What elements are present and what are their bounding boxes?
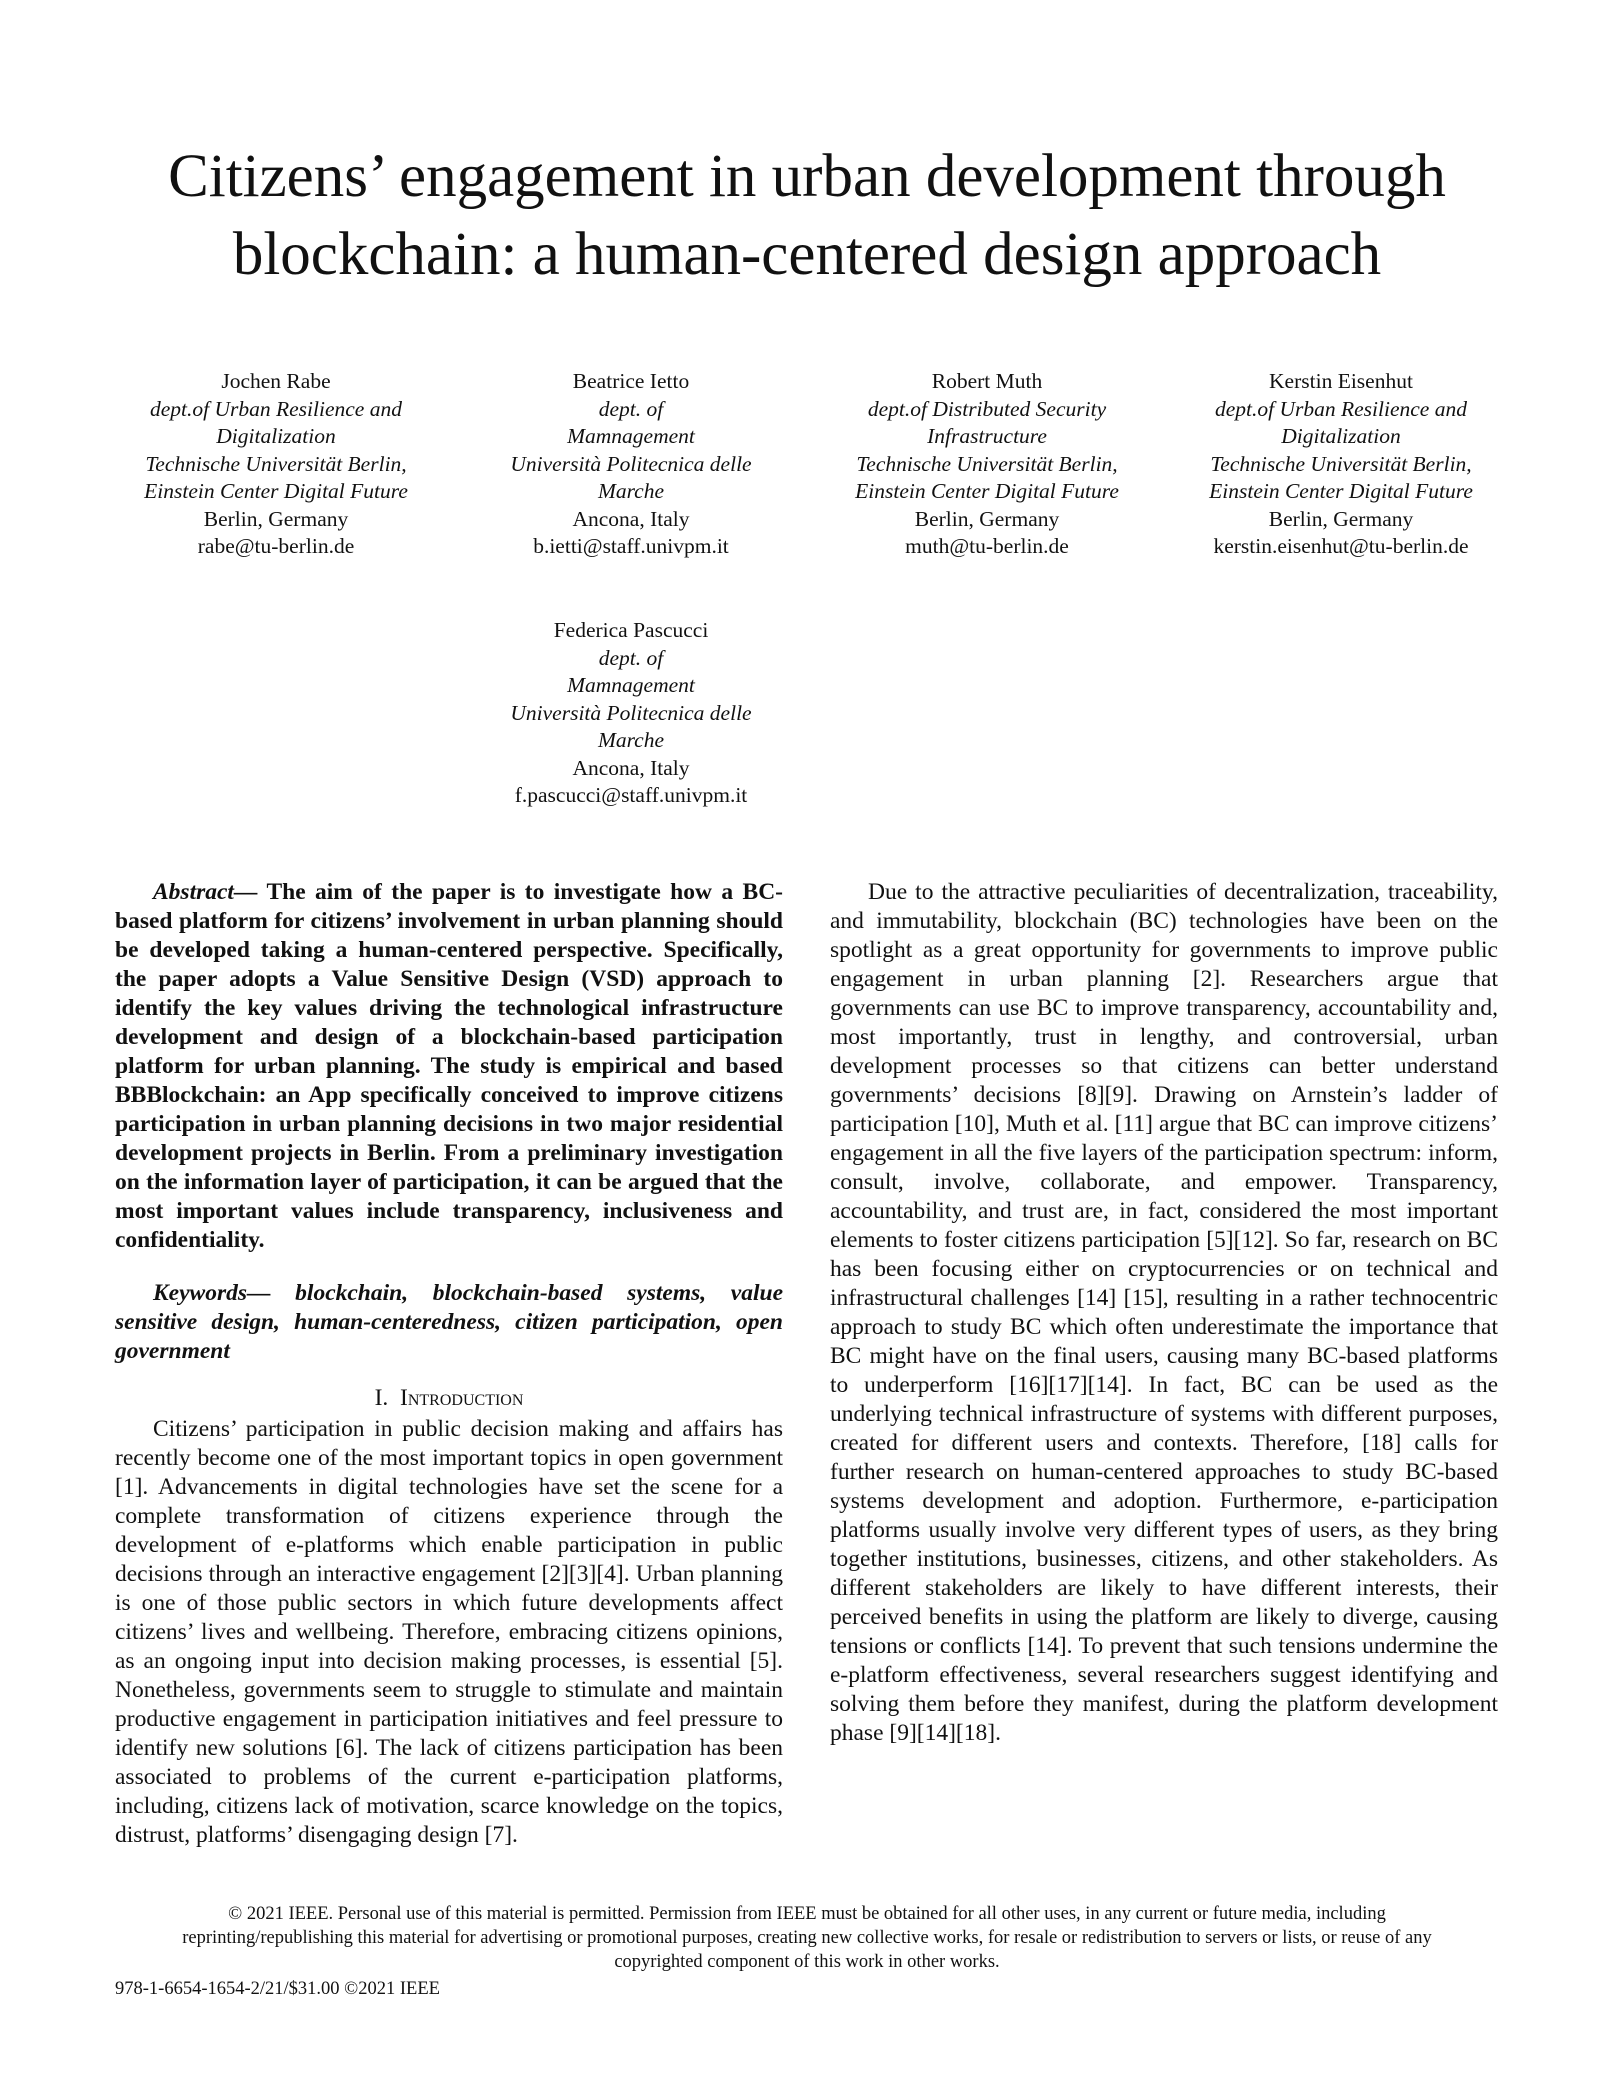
author-dept: dept.of Urban Resilience and	[150, 396, 402, 421]
abstract-text: The aim of the paper is to investigate how a BC-based platform for citizens’ involvement in urban planning should be developed taking a human-centered perspective. Specifically, the paper adopts a Value Sensitive Design (VSD) approach to identify the key values driving the technological infrastructure development and design of a blockchain-based participation platform for urban planning. The study is empirical and based BBBlockchain: an App specifically conceived to improve citizens participation in urban planning decisions in two major residential development projects in Berlin. From a preliminary investigation on the information layer of participation, it can be argued that the most important values include transparency, inclusiveness and confidentiality.	[115, 879, 783, 1253]
author-institution: Università Politecnica delle	[510, 700, 752, 725]
author-dept: Digitalization	[216, 424, 336, 448]
author-institution: Marche	[597, 728, 665, 752]
author-name: Robert Muth	[931, 369, 1043, 393]
abstract	[115, 878, 783, 1255]
keywords	[115, 1279, 783, 1366]
author-block	[471, 617, 791, 810]
author-dept: Mamnagement	[567, 673, 695, 697]
author-email[interactable]: kerstin.eisenhut@tu-berlin.de	[1213, 534, 1469, 558]
author-location: Berlin, Germany	[1268, 506, 1414, 531]
author-location: Ancona, Italy	[572, 755, 690, 780]
author-institution: Università Politecnica delle	[510, 451, 752, 476]
copyright-notice: © 2021 IEEE. Personal use of this material is permitted. Permission from IEEE must be obtained for all other uses, in any current or future media, including reprinting/republishing this material for advertising or promotional purposes, creating new collective works, for resale or redistribution to servers or lists, or reuse of any copyrighted component of this work in other works.	[182, 1904, 1432, 1972]
author-institution: Technische Universität Berlin,	[856, 451, 1118, 476]
isbn-line: 978-1-6654-1654-2/21/$31.00 ©2021 IEEE	[115, 1979, 440, 1999]
author-block	[116, 368, 436, 561]
author-email[interactable]: rabe@tu-berlin.de	[197, 534, 355, 558]
author-dept: dept.of Urban Resilience and	[1215, 396, 1467, 421]
author-email[interactable]: b.ietti@staff.univpm.it	[533, 534, 729, 558]
author-name: Beatrice Ietto	[572, 369, 690, 393]
section-heading	[115, 1384, 783, 1413]
author-institution: Einstein Center Digital Future	[144, 479, 408, 503]
author-dept: dept. of	[598, 645, 664, 670]
author-location: Berlin, Germany	[203, 506, 349, 531]
author-dept: dept.of Distributed Security	[867, 396, 1107, 421]
author-dept: Digitalization	[1281, 424, 1401, 448]
author-dept: Mamnagement	[567, 424, 695, 448]
keywords-text: blockchain, blockchain-based systems, value sensitive design, human-centeredness, citizen participation, open government	[115, 1280, 783, 1364]
author-block	[471, 368, 791, 561]
intro-paragraph-1: Citizens’ participation in public decision making and affairs has recently become one of the most important topics in open government [1]. Advancements in digital technologies have set the scene for a complete transformation of citizens experience through the development of e-platforms which enable participation in public decisions through an interactive engagement [2][3][4]. Urban planning is one of those public sectors in which future developments affect citizens’ lives and wellbeing. Therefore, embracing citizens opinions, as an ongoing input into decision making processes, is essential [5]. Nonetheless, governments seem to struggle to stimulate and maintain productive engagement in participation initiatives and feel pressure to identify new solutions [6]. The lack of citizens participation has been associated to problems of the current e-participation platforms, including, citizens lack of motivation, scarce knowledge on the topics, distrust, platforms’ disengaging design [7].	[115, 1416, 783, 1848]
author-dept: Infrastructure	[927, 424, 1047, 448]
paper-title-line-1: Citizens’ engagement in urban development through	[168, 143, 1446, 210]
author-institution: Marche	[597, 479, 665, 503]
author-institution: Einstein Center Digital Future	[1209, 479, 1473, 503]
author-block	[1181, 368, 1501, 561]
author-name: Jochen Rabe	[221, 369, 331, 393]
author-institution: Technische Universität Berlin,	[145, 451, 407, 476]
author-name: Kerstin Eisenhut	[1269, 369, 1413, 393]
paper-title-line-2: blockchain: a human-centered design approach	[232, 221, 1382, 288]
author-block	[827, 368, 1147, 561]
author-name: Federica Pascucci	[553, 618, 709, 642]
author-institution: Einstein Center Digital Future	[855, 479, 1119, 503]
author-location: Ancona, Italy	[572, 506, 690, 531]
author-location: Berlin, Germany	[914, 506, 1060, 531]
right-column	[830, 878, 1498, 1748]
section-title: Introduction	[400, 1385, 524, 1411]
author-institution: Technische Universität Berlin,	[1210, 451, 1472, 476]
section-number: I.	[374, 1385, 389, 1411]
abstract-label: Abstract—	[153, 879, 258, 905]
paper-title	[100, 138, 1514, 294]
author-dept: dept. of	[598, 396, 664, 421]
left-column	[115, 878, 783, 1850]
intro-paragraph-2: Due to the attractive peculiarities of decentralization, traceability, and immutability, blockchain (BC) technologies have been on the spotlight as a great opportunity for governments to improve public engagement in urban planning [2]. Researchers argue that governments can use BC to improve transparency, accountability and, most importantly, trust in lengthy, and controversial, urban development processes so that citizens can better understand governments’ decisions [8][9]. Drawing on Arnstein’s ladder of participation [10], Muth et al. [11] argue that BC can improve citizens’ engagement in all the five layers of the participation spectrum: inform, consult, involve, collaborate, and empower. Transparency, accountability, and trust are, in fact, considered the most important elements to foster citizens participation [5][12]. So far, research on BC has been focusing either on cryptocurrencies or on technical and infrastructural challenges [14] [15], resulting in a rather technocentric approach to study BC which often underestimate the importance that BC might have on the final users, causing many BC-based platforms to underperform [16][17][14]. In fact, BC can be used as the underlying technical infrastructure of systems with different purposes, created for different users and contexts. Therefore, [18] calls for further research on human-centered approaches to study BC-based systems development and adoption. Furthermore, e-participation platforms usually involve very different types of users, as they bring together institutions, businesses, citizens, and other stakeholders. As different stakeholders are likely to have different interests, their perceived benefits in using the platform are likely to diverge, causing tensions or conflicts [14]. To prevent that such tensions undermine the e-platform effectiveness, several researchers suggest identifying and solving them before they manifest, during the platform development phase [9][14][18].	[830, 879, 1498, 1746]
author-email[interactable]: muth@tu-berlin.de	[905, 534, 1069, 558]
keywords-label: Keywords—	[153, 1280, 271, 1306]
author-email[interactable]: f.pascucci@staff.univpm.it	[514, 783, 748, 807]
